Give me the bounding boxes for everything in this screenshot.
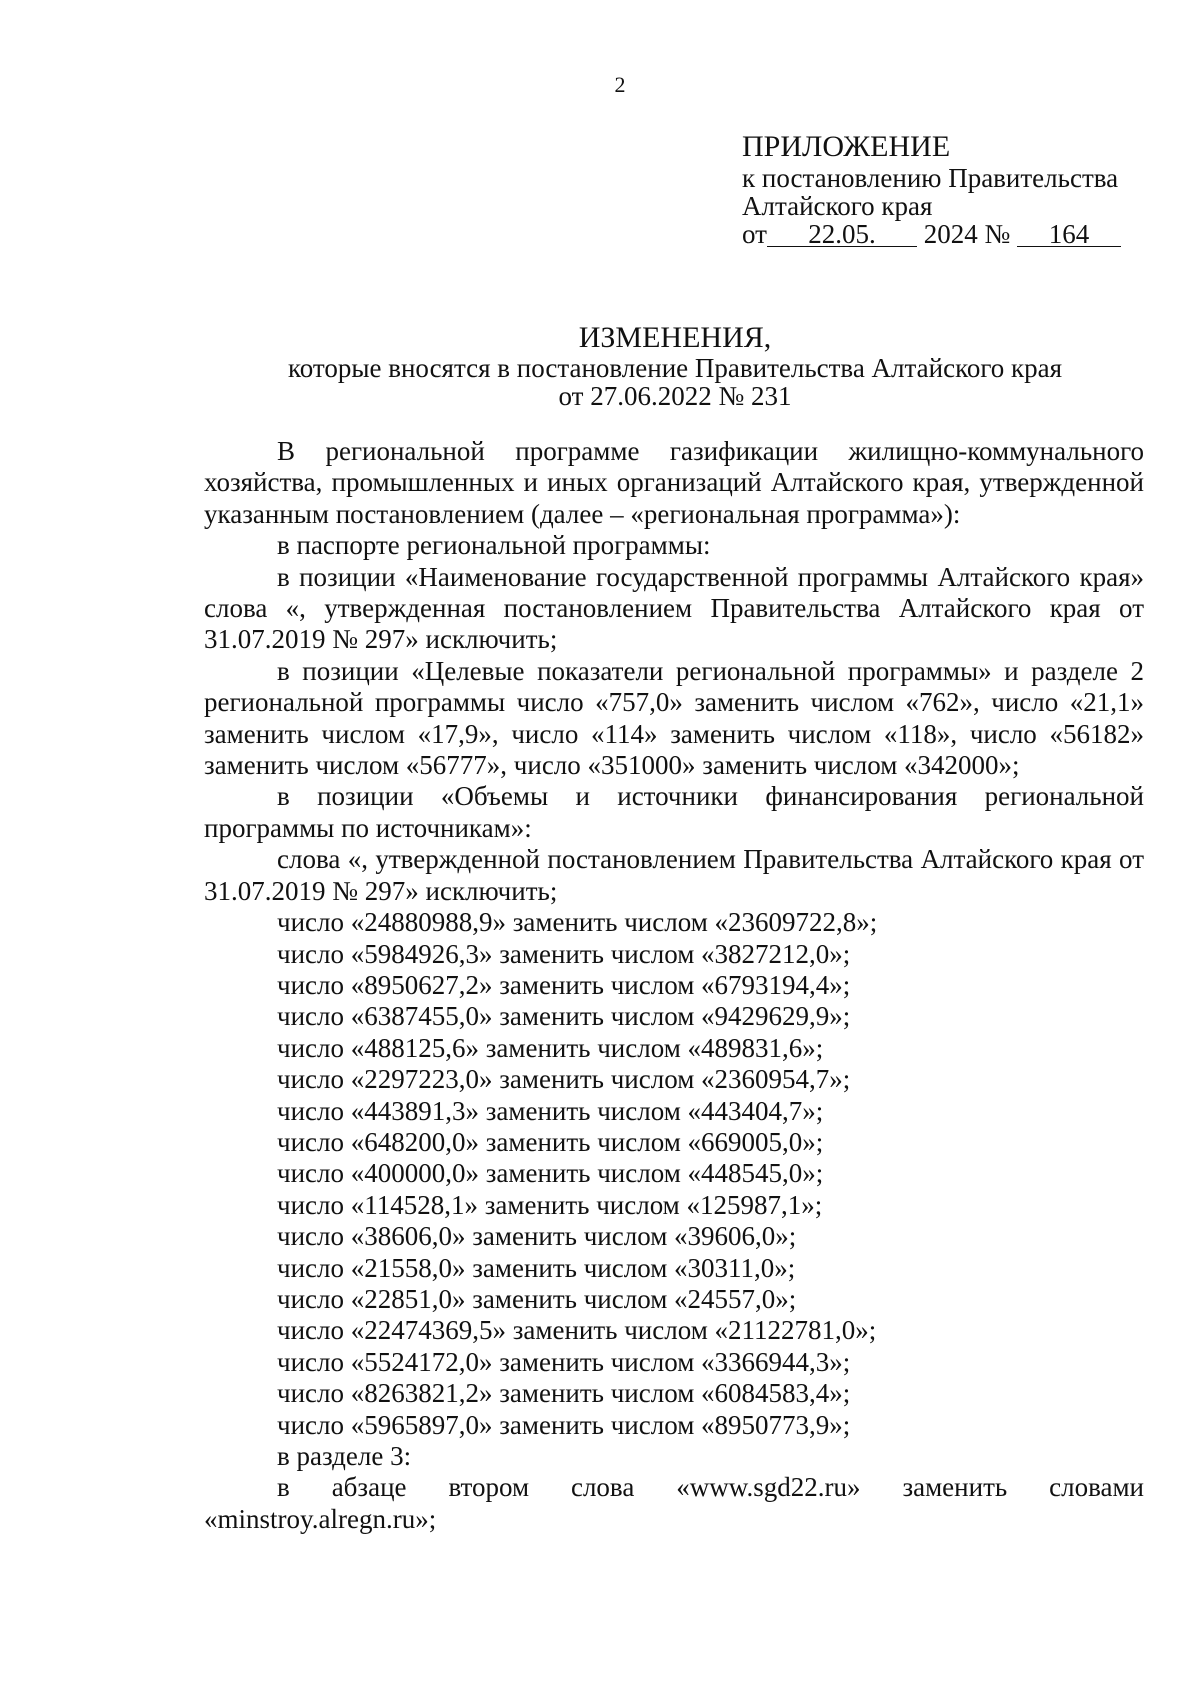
- list-item: число «38606,0» заменить числом «39606,0»;: [277, 1221, 797, 1252]
- date-prefix: от: [742, 219, 767, 249]
- list-item: число «6387455,0» заменить числом «9429629,9»;: [277, 1001, 851, 1032]
- appendix-block: [742, 130, 1121, 248]
- paragraph: в разделе 3:: [277, 1441, 412, 1471]
- paragraph: В региональной программе газификации жилищно-коммунального хозяйства, промышленных и иных организаций Алтайского края, утвержденной указанным постановлением (далее – «региональная программа»):: [204, 436, 1144, 529]
- list-item: число «21558,0» заменить числом «30311,0»;: [277, 1252, 796, 1283]
- list-item: число «2297223,0» заменить числом «2360954,7»;: [277, 1064, 851, 1095]
- document-body: [204, 436, 1144, 1535]
- paragraph: в абзаце втором слова «www.sgd22.ru» заменить словами «minstroy.alregn.ru»;: [204, 1472, 1144, 1534]
- heading-title: ИЗМЕНЕНИЯ,: [578, 321, 772, 354]
- list-item: число «443891,3» заменить числом «443404,7»;: [277, 1095, 824, 1126]
- year-label: 2024 №: [923, 219, 1011, 249]
- paragraph: в позиции «Объемы и источники финансирования региональной программы по источникам»:: [204, 781, 1144, 843]
- list-item: число «24880988,9» заменить числом «23609722,8»;: [277, 907, 878, 938]
- date-field: 22.05.: [767, 222, 917, 247]
- list-item: число «648200,0» заменить числом «669005,0»;: [277, 1126, 824, 1157]
- list-item: число «488125,6» заменить числом «489831,6»;: [277, 1032, 824, 1063]
- heading-line-1: которые вносятся в постановление Правительства Алтайского края: [287, 353, 1062, 383]
- paragraph: в позиции «Целевые показатели региональной программы» и разделе 2 региональной программы число «757,0» заменить числом «762», число «21,1» заменить числом «17,9», число «114» заменить числом «118», число «56182» заменить числом «56777», число «351000» заменить числом «342000»;: [204, 655, 1144, 781]
- list-item: число «5524172,0» заменить числом «3366944,3»;: [277, 1346, 851, 1377]
- document-number-field: 164: [1017, 222, 1121, 247]
- list-item: число «400000,0» заменить числом «448545,0»;: [277, 1158, 824, 1189]
- appendix-title: ПРИЛОЖЕНИЕ: [742, 130, 951, 163]
- changes-heading: [0, 322, 1200, 410]
- paragraph: слова «, утвержденной постановлением Правительства Алтайского края от 31.07.2019 № 297» исключить;: [204, 844, 1144, 906]
- list-item: число «5984926,3» заменить числом «3827212,0»;: [277, 938, 851, 969]
- list-item: число «114528,1» заменить числом «125987,1»;: [277, 1189, 823, 1220]
- page-number: 2: [614, 72, 626, 97]
- list-item: число «22474369,5» заменить числом «21122781,0»;: [277, 1315, 877, 1346]
- appendix-line-1: к постановлению Правительства: [742, 163, 1119, 193]
- appendix-line-2: Алтайского края: [742, 191, 933, 221]
- paragraph: в паспорте региональной программы:: [277, 530, 711, 561]
- paragraph: в позиции «Наименование государственной программы Алтайского края» слова «, утвержденная постановлением Правительства Алтайского края от 31.07.2019 № 297» исключить;: [204, 561, 1144, 655]
- appendix-date-line: [742, 220, 1121, 248]
- heading-line-2: от 27.06.2022 № 231: [558, 381, 792, 411]
- list-item: число «8263821,2» заменить числом «6084583,4»;: [277, 1378, 851, 1409]
- list-item: число «22851,0» заменить числом «24557,0»;: [277, 1283, 797, 1314]
- list-item: число «8950627,2» заменить числом «6793194,4»;: [277, 969, 851, 1000]
- list-item: число «5965897,0» заменить числом «8950773,9»;: [277, 1409, 851, 1440]
